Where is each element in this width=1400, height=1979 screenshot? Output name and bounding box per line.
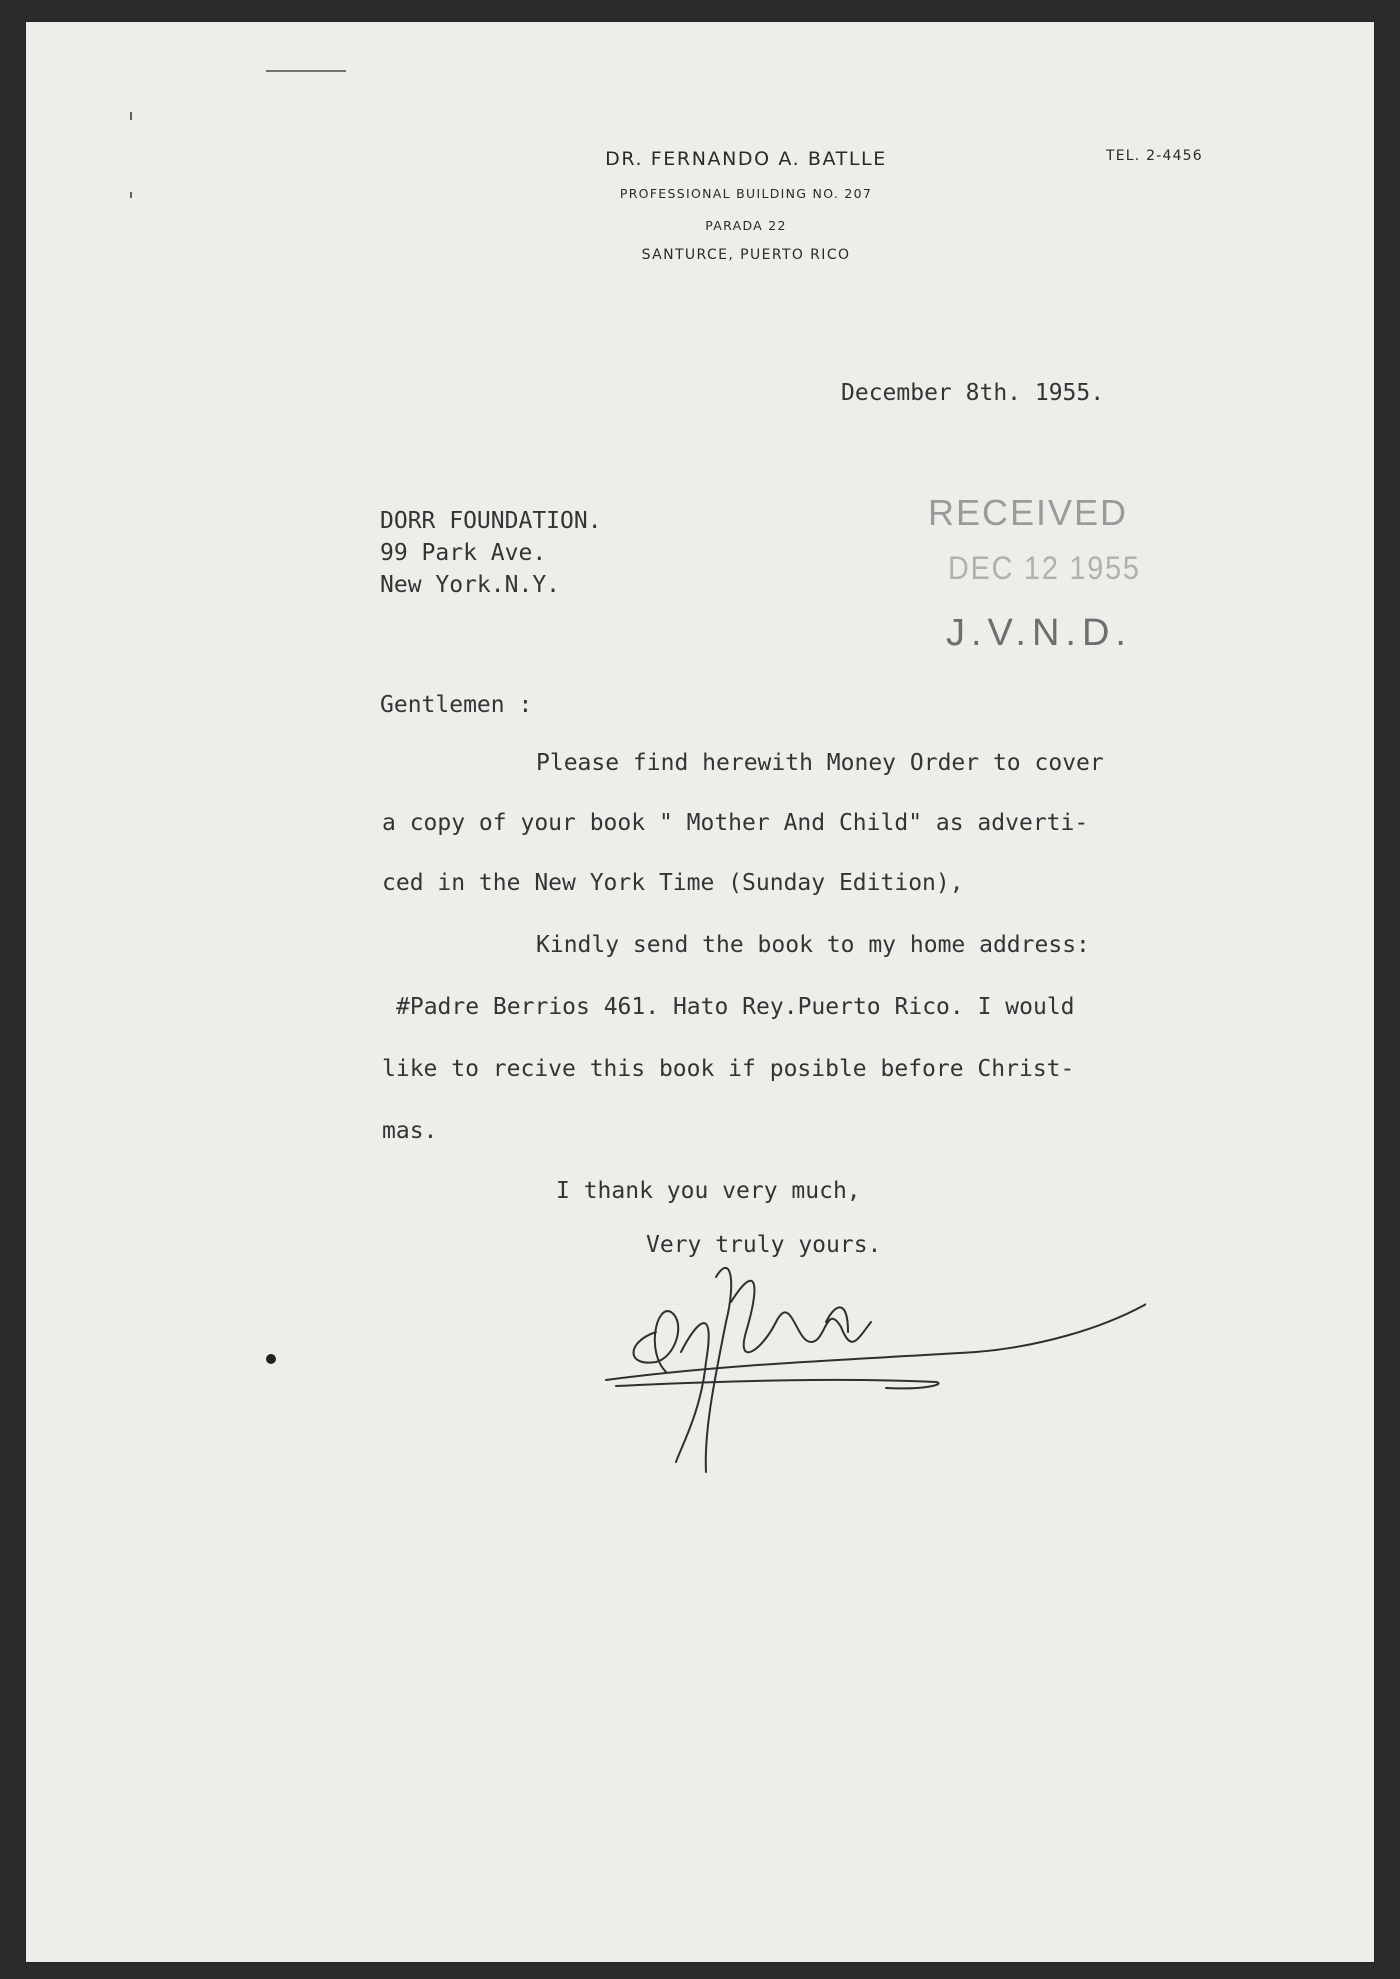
closing: Very truly yours. — [646, 1232, 882, 1258]
letterhead-city: SANTURCE, PUERTO RICO — [641, 247, 851, 263]
letter-page — [26, 22, 1374, 1962]
received-stamp: RECEIVED — [928, 492, 1129, 533]
letterhead-telephone: TEL. 2-4456 — [1106, 148, 1203, 164]
body-line: ced in the New York Time (Sunday Edition), — [382, 870, 964, 896]
punch-dot — [266, 1354, 276, 1364]
letterhead-building: PROFESSIONAL BUILDING NO. 207 — [619, 186, 873, 201]
margin-mark — [130, 192, 132, 198]
body-line: like to recive this book if posible before Christ- — [382, 1056, 1075, 1082]
received-stamp-date: DEC 12 1955 — [948, 550, 1141, 586]
margin-mark — [130, 112, 132, 120]
letterhead-parada: PARADA 22 — [705, 218, 787, 233]
body-line: Kindly send the book to my home address: — [536, 932, 1090, 958]
recipient-line: 99 Park Ave. — [380, 540, 547, 566]
recipient-line: DORR FOUNDATION. — [380, 508, 602, 534]
received-stamp-initials: J.V.N.D. — [946, 612, 1132, 654]
recipient-line: New York.N.Y. — [380, 572, 561, 598]
body-line: a copy of your book " Mother And Child" as adverti- — [382, 810, 1089, 836]
body-line: Please find herewith Money Order to cover — [536, 750, 1104, 776]
body-line: #Padre Berrios 461. Hato Rey.Puerto Rico. I would — [396, 994, 1075, 1020]
paper-fold-line — [26, 654, 1374, 656]
letter-date: December 8th. 1955. — [841, 380, 1105, 406]
signature — [586, 1192, 1146, 1492]
body-line: mas. — [382, 1118, 438, 1144]
closing-thanks: I thank you very much, — [556, 1178, 861, 1204]
letterhead-name: DR. FERNANDO A. BATLLE — [605, 148, 887, 170]
salutation: Gentlemen : — [380, 692, 533, 718]
margin-mark — [266, 70, 346, 72]
